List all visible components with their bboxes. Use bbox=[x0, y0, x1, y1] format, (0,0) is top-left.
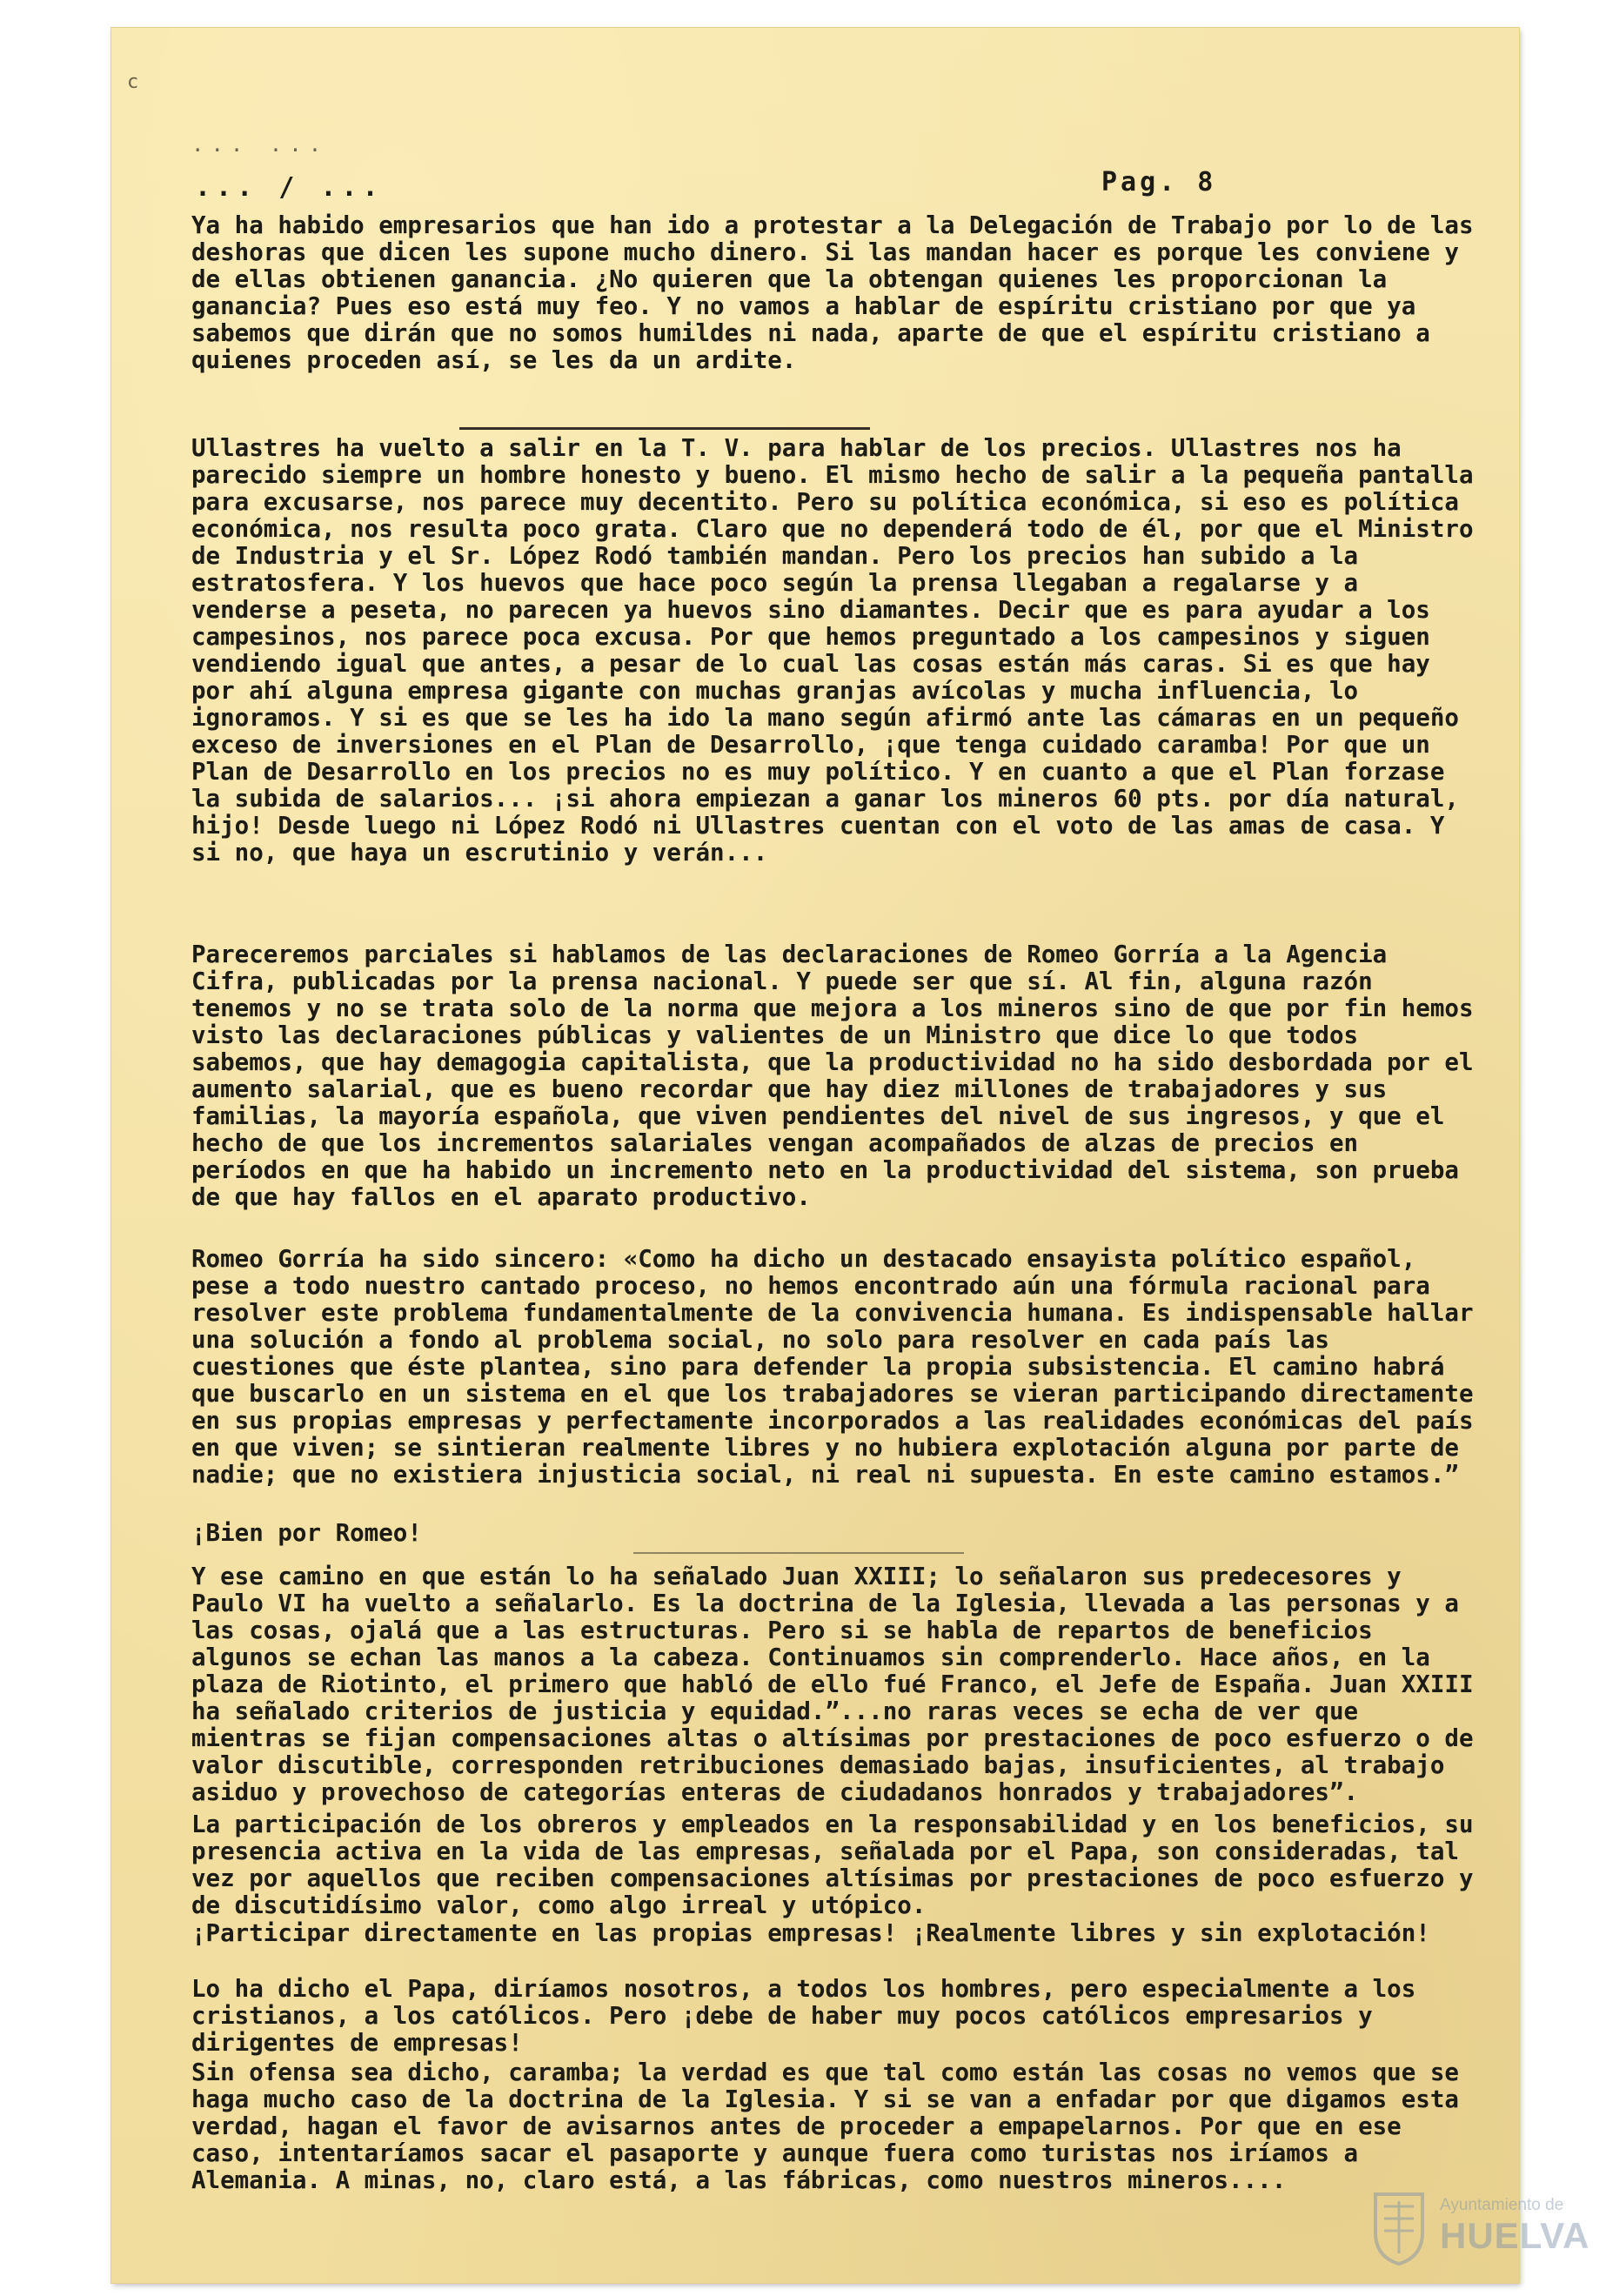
page-number: Pag. 8 bbox=[1101, 167, 1217, 197]
paragraph-lo-ha-dicho: Lo ha dicho el Papa, diríamos nosotros, a todos los hombres, pero especialmente a los cristianos, a los católicos. Pero ¡debe de haber muy pocos católicos empresarios y dirigentes de empresas! bbox=[191, 1975, 1416, 2057]
paragraph-empresarios: Ya ha habido empresarios que han ido a protestar a la Delegación de Trabajo por lo de las deshoras que dicen les supone mucho dinero. Si las mandan hacer es porque les conviene y de ellas obtienen ganancia. ¿No quieren que la obtengan quienes les proporcionan la ganancia? Pues eso está muy feo. Y no vamos a hablar de espíritu cristiano por que ya sabemos que dirán que no somos humildes ni nada, aparte de que el espíritu cristiano a quienes proceden así, se les da un ardite. bbox=[191, 211, 1474, 374]
section-divider bbox=[459, 427, 870, 430]
continuation-marker: ... / ... bbox=[195, 172, 384, 203]
corner-mark: c bbox=[127, 71, 139, 93]
paragraph-juan-xxiii: Y ese camino en que están lo ha señalado Juan XXIII; lo señalaron sus predecesores y Paulo VI ha vuelto a señalarlo. Es la doctrina de la Iglesia, llevada a las personas y a las cosas, ojalá que a las estructuras. Pero si se habla de repartos de beneficios algunos se echan las manos a la cabeza. Continuamos sin comprenderlo. Hace años, en la plaza de Riotinto, el primero que habló de ello fué Franco, el Jefe de España. Juan XXIII ha señalado criterios de justicia y equidad.”...no raras veces se echa de ver que mientras se fijan compensaciones altas o altísimas por prestaciones de poco esfuerzo o de valor discutible, corresponden retribuciones demasiado bajas, insuficientes, al trabajo asiduo y provechoso de categorías enteras de ciudadanos honrados y trabajadores”. bbox=[191, 1563, 1474, 1806]
city-coat-of-arms-icon bbox=[1368, 2189, 1429, 2267]
watermark-line1: Ayuntamiento de bbox=[1440, 2196, 1564, 2214]
paragraph-sin-ofensa: Sin ofensa sea dicho, caramba; la verdad es que tal como están las cosas no vemos que se haga mucho caso de la doctrina de la Iglesia. Y si se van a enfadar por que digamos esta verdad, hagan el favor de avisarnos antes de proceder a empapelarnos. Por que en ese caso, intentaríamos sacar el pasaporte y aunque fuera como turistas nos iríamos a Alemania. A minas, no, claro está, a las fábricas, como nuestros mineros.... bbox=[191, 2058, 1459, 2194]
watermark-line2: HUELVA bbox=[1440, 2215, 1590, 2256]
typewritten-page bbox=[111, 28, 1590, 2283]
paragraph-participar: ¡Participar directamente en las propias empresas! ¡Realmente libres y sin explotación! bbox=[191, 1919, 1430, 1947]
archive-watermark bbox=[1368, 2184, 1590, 2271]
paragraph-romeo-gorria: Pareceremos parciales si hablamos de las declaraciones de Romeo Gorría a la Agencia Cifra, publicadas por la prensa nacional. Y puede ser que sí. Al fin, alguna razón tenemos y no se trata solo de la norma que mejora a los mineros sino de que por fin hemos visto las declaraciones públicas y valientes de un Ministro que dice lo que todos sabemos, que hay demagogia capitalista, que la productividad no ha sido desbordada por el aumento salarial, que es bueno recordar que hay diez millones de trabajadores y sus familias, la mayoría española, que viven pendientes del nivel de sus ingresos, y que el hecho de que los incrementos salariales vengan acompañados de alzas de precios en períodos en que ha habido un incremento neto en la productividad del sistema, son prueba de que hay fallos en el aparato productivo. bbox=[191, 940, 1474, 1211]
paragraph-quote-gorria: Romeo Gorría ha sido sincero: «Como ha dicho un destacado ensayista político español, pese a todo nuestro cantado proceso, no hemos encontrado aún una fórmula racional para resolver este problema fundamentalmente de la convivencia humana. Es indispensable hallar una solución a fondo al problema social, no solo para resolver en cada país las cuestiones que éste plantea, sino para defender la propia subsistencia. El camino habrá que buscarlo en un sistema en el que los trabajadores se vieran participando directamente en sus propias empresas y perfectamente incorporados a las realidades económicas del país en que viven; se sintieran realmente libres y no hubiera explotación alguna por parte de nadie; que no existiera injusticia social, ni real ni supuesta. En este camino estamos.” bbox=[191, 1245, 1474, 1489]
faint-header-marks: ... ... bbox=[191, 132, 329, 157]
paragraph-bien-por-romeo: ¡Bien por Romeo! bbox=[191, 1519, 422, 1547]
faint-divider bbox=[633, 1552, 964, 1554]
paragraph-participacion: La participación de los obreros y empleados en la responsabilidad y en los beneficios, su presencia activa en la vida de las empresas, señalada por el Papa, son consideradas, tal vez por aquellos que reciben compensaciones altísimas por prestaciones de poco esfuerzo y de discutidísimo valor, como algo irreal y utópico. bbox=[191, 1811, 1474, 1919]
paragraph-ullastres: Ullastres ha vuelto a salir en la T. V. para hablar de los precios. Ullastres nos ha parecido siempre un hombre honesto y bueno. El mismo hecho de salir a la pequeña pantalla para excusarse, nos parece muy decentito. Pero su política económica, si eso es política económica, nos resulta poco grata. Claro que no dependerá todo de él, por que el Ministro de Industria y el Sr. López Rodó también mandan. Pero los precios han subido a la estratosfera. Y los huevos que hace poco según la prensa llegaban a regalarse y a venderse a peseta, no parecen ya huevos sino diamantes. Decir que es para ayudar a los campesinos, nos parece poca excusa. Por que hemos preguntado a los campesinos y siguen vendiendo igual que antes, a pesar de lo cual las cosas están más caras. Si es que hay por ahí alguna empresa gigante con muchas granjas avícolas y mucha influencia, lo ignoramos. Y si es que se les ha ido la mano según afirmó ante las cámaras en un pequeño exceso de inversiones en el Plan de Desarrollo, ¡que tenga cuidado caramba! Por que un Plan de Desarrollo en los precios no es muy político. Y en cuanto a que el Plan forzase la subida de salarios... ¡si ahora empiezan a ganar los mineros 60 pts. por día natural, hijo! Desde luego ni López Rodó ni Ullastres cuentan con el voto de las amas de casa. Y si no, que haya un escrutinio y verán... bbox=[191, 434, 1474, 867]
